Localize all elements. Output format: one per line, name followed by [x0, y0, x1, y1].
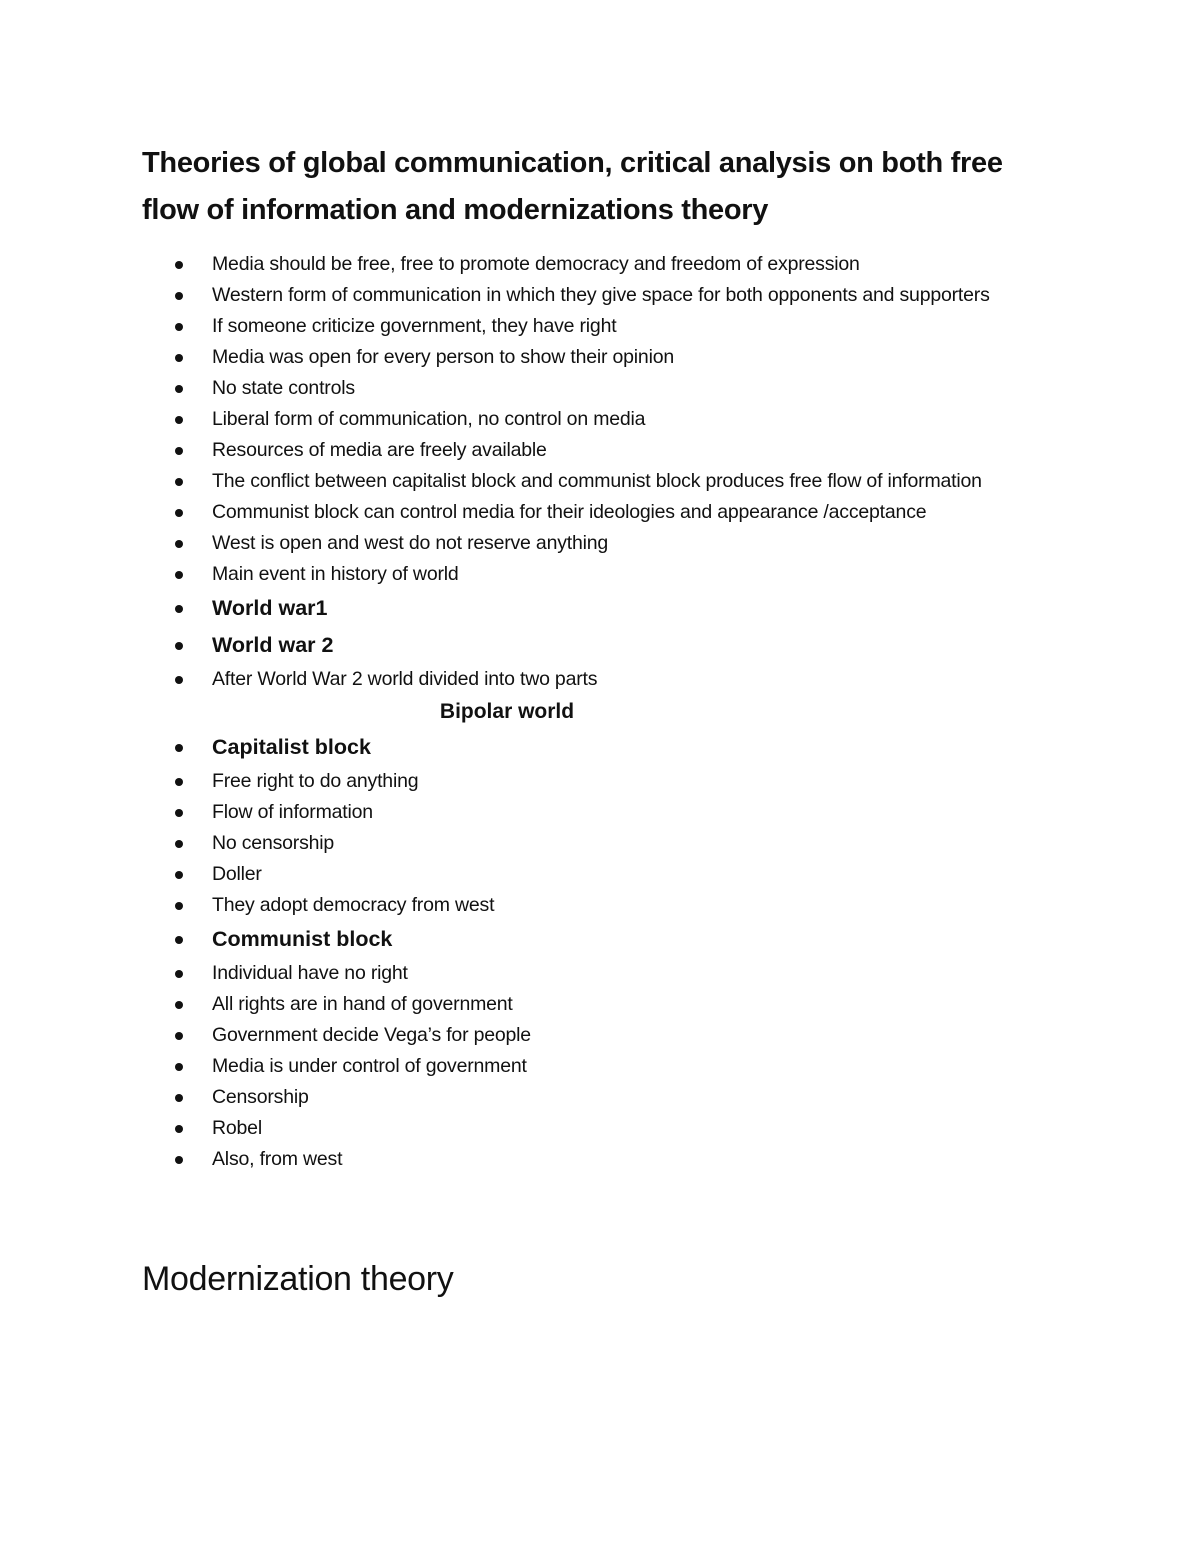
section-heading-modernization: Modernization theory	[142, 1260, 454, 1298]
list-item	[142, 1020, 1062, 1051]
bullet-icon	[175, 809, 183, 817]
list-item-text: Communist block can control media for their ideologies and appearance /acceptance	[212, 501, 927, 523]
list-item-text: Communist block	[212, 927, 393, 951]
bullet-icon	[175, 1125, 183, 1133]
list-item-text: World war1	[212, 596, 328, 620]
list-item	[142, 435, 1062, 466]
list-item	[142, 342, 1062, 373]
bullet-icon	[175, 936, 183, 944]
list-item-text: No censorship	[212, 832, 335, 854]
bullet-icon	[175, 605, 183, 613]
bullet-icon	[175, 871, 183, 879]
list-item	[142, 373, 1062, 404]
list-item-text: Capitalist block	[212, 735, 371, 759]
list-item	[142, 280, 1062, 311]
list-item	[142, 828, 1062, 859]
list-item-text: After World War 2 world divided into two parts	[212, 668, 598, 690]
list-item-world-war-1	[142, 590, 1062, 627]
bullet-icon	[175, 1063, 183, 1071]
list-item-text: Media was open for every person to show their opinion	[212, 346, 674, 368]
list-item	[142, 1051, 1062, 1082]
list-item	[142, 989, 1062, 1020]
bullet-icon	[175, 778, 183, 786]
bullet-icon	[175, 540, 183, 548]
list-item-text: Government decide Vega’s for people	[212, 1024, 531, 1046]
list-item-capitalist-block	[142, 729, 1062, 766]
bullet-icon	[175, 1001, 183, 1009]
document-title: Theories of global communication, critical analysis on both free flow of information and modernizations theory	[142, 147, 1003, 226]
bullet-icon	[175, 478, 183, 486]
bullet-icon	[175, 902, 183, 910]
list-item-text: No state controls	[212, 377, 355, 399]
list-item	[142, 1082, 1062, 1113]
list-item	[142, 1144, 1062, 1175]
bullet-icon	[175, 571, 183, 579]
list-item	[142, 859, 1062, 890]
bullet-icon	[175, 642, 183, 650]
list-item-text: Free right to do anything	[212, 770, 419, 792]
list-item-text: World war 2	[212, 633, 334, 657]
bullet-icon	[175, 354, 183, 362]
list-item-text: Flow of information	[212, 801, 373, 823]
bullet-icon	[175, 1156, 183, 1164]
list-item-text: All rights are in hand of government	[212, 993, 513, 1015]
list-item	[142, 497, 1062, 528]
list-item-text: Resources of media are freely available	[212, 439, 547, 461]
list-item	[142, 797, 1062, 828]
bullet-icon	[175, 744, 183, 752]
list-item-text: Media is under control of government	[212, 1055, 527, 1077]
bullet-icon	[175, 292, 183, 300]
bullet-icon	[175, 385, 183, 393]
list-item-text: The conflict between capitalist block and communist block produces free flow of information	[212, 470, 982, 492]
list-item	[142, 1113, 1062, 1144]
list-item	[142, 528, 1062, 559]
bullet-icon	[175, 840, 183, 848]
list-item	[142, 404, 1062, 435]
list-item	[142, 466, 1062, 497]
list-item	[142, 958, 1062, 989]
list-item	[142, 311, 1062, 342]
bipolar-world-heading: Bipolar world	[439, 700, 575, 723]
bullet-icon	[175, 261, 183, 269]
list-item	[142, 559, 1062, 590]
list-item	[142, 664, 1062, 695]
list-item-text: If someone criticize government, they have right	[212, 315, 617, 337]
bullet-icon	[175, 1032, 183, 1040]
bullet-icon	[175, 676, 183, 684]
bullet-icon	[175, 447, 183, 455]
list-item	[142, 249, 1062, 280]
list-item-text: Western form of communication in which they give space for both opponents and supporters	[212, 284, 990, 306]
list-item-text: Censorship	[212, 1086, 309, 1108]
list-item-communist-block	[142, 921, 1062, 958]
bullet-icon	[175, 1094, 183, 1102]
list-item-text: Media should be free, free to promote democracy and freedom of expression	[212, 253, 860, 275]
list-item-text: West is open and west do not reserve anything	[212, 532, 609, 554]
list-item	[142, 766, 1062, 797]
list-item-text: Also, from west	[212, 1148, 343, 1170]
list-item	[142, 890, 1062, 921]
bullet-icon	[175, 509, 183, 517]
list-item-text: Liberal form of communication, no control on media	[212, 408, 646, 430]
bullet-list	[142, 249, 1062, 1175]
bullet-icon	[175, 323, 183, 331]
bullet-icon	[175, 416, 183, 424]
list-item-text: Robel	[212, 1117, 262, 1139]
bullet-icon	[175, 970, 183, 978]
list-item-text: Doller	[212, 863, 262, 885]
list-item-text: Individual have no right	[212, 962, 408, 984]
list-item-text: They adopt democracy from west	[212, 894, 495, 916]
list-item-text: Main event in history of world	[212, 563, 459, 585]
list-item-world-war-2	[142, 627, 1062, 664]
